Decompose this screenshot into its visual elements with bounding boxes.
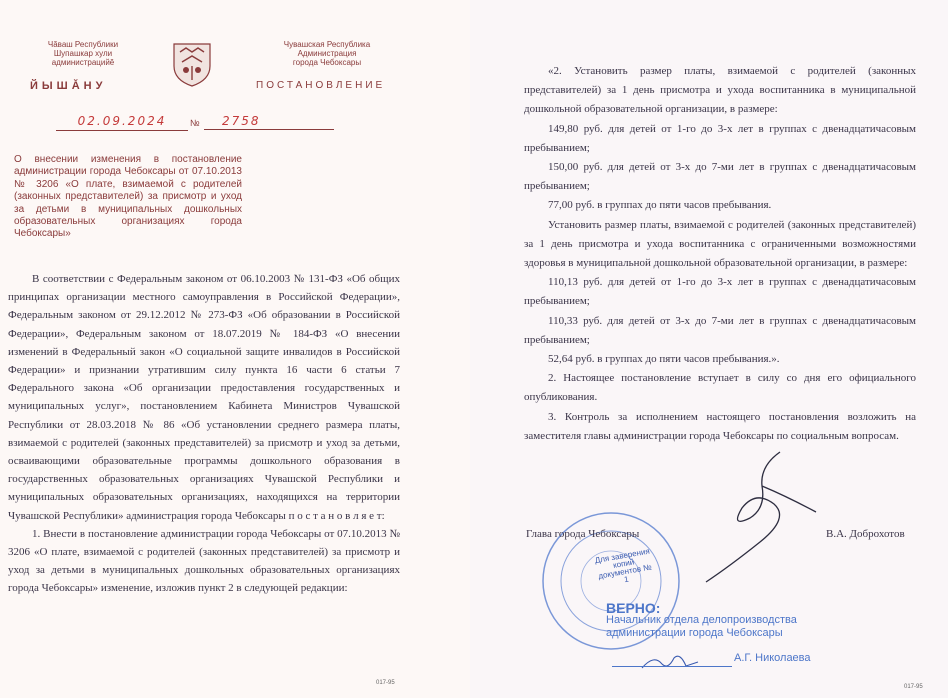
header-line: Чувашская Республика bbox=[283, 40, 371, 49]
paragraph: 77,00 руб. в группах до пяти часов пребывания. bbox=[548, 199, 772, 212]
doc-type-russian: ПОСТАНОВЛЕНИЕ bbox=[256, 80, 386, 91]
certifier-position: Начальник отдела делопроизводства администрации города Чебоксары bbox=[606, 614, 797, 639]
paragraph: 2. Настоящее постановление вступает в силу со дня его официального опубликования. bbox=[524, 372, 916, 404]
header-line: Чăваш Республики bbox=[47, 40, 119, 49]
city-emblem-icon bbox=[170, 40, 214, 88]
header-line: города Чебоксары bbox=[292, 58, 362, 67]
certifier-signature-icon bbox=[640, 650, 700, 672]
header-line: Шупашкар хули bbox=[53, 49, 113, 58]
stamp-inner-text: Для заверения копий документов № 1 bbox=[594, 546, 653, 585]
right-body-text bbox=[524, 62, 916, 446]
paragraph: В соответствии с Федеральным законом от 06.10.2003 № 131-ФЗ «Об общих принципах организации местного самоуправления в Российской Федерации», Федеральным законом от 29.12.2012 № 273-ФЗ «Об образовании в Российской Федерации», Федеральным законом от 18.07.2019 № 184-ФЗ «О внесении изменений в Федеральный закон «О социальной защите инвалидов в Российской Федерации» и признании утратившим силу пункта 16 части 6 статьи 7 Федерального закона «Об организации предоставления государственных и муниципальных услуг», постановлением Кабинета Министров Чувашской Республики от 28.03.2018 № 86 «Об установлении среднего размера платы, взимаемой с родителей (законных представителей) за присмотр и уход за детьми, осваивающими образовательные программы дошкольного образования в государственных образовательных организациях Чувашской Республики и муниципальных образовательных организациях, находящихся на территории Чувашской Республики» администрация города Чебоксары п о с т а н о в л я е т: bbox=[8, 273, 400, 522]
chuvash-org-header bbox=[24, 40, 142, 67]
paragraph: Установить размер платы, взимаемой с родителей (законных представителей) за 1 день присмотра и ухода воспитанника с ограниченными возможностями здоровья в муниципальной дошкольной образовательной организации, в размере: bbox=[524, 218, 916, 270]
signature-line bbox=[612, 666, 732, 667]
number-label: № bbox=[190, 118, 200, 128]
signatory-name: В.А. Доброхотов bbox=[826, 528, 905, 540]
signatory-title: Глава города Чебоксары bbox=[526, 528, 640, 540]
paragraph: 3. Контроль за исполнением настоящего постановления возложить на заместителя главы администрации города Чебоксары по социальным вопросам. bbox=[524, 410, 916, 442]
russian-org-header bbox=[262, 40, 392, 67]
paragraph: 150,00 руб. для детей от 3-х до 7-ми лет в группах с двенадцатичасовым пребыванием; bbox=[524, 161, 916, 193]
footer-code: 017-95 bbox=[376, 680, 395, 686]
left-body-text bbox=[8, 270, 400, 598]
document-number: 2758 bbox=[204, 114, 334, 130]
footer-code: 017-95 bbox=[904, 684, 923, 690]
paragraph: 110,33 руб. для детей от 3-х до 7-ми лет в группах с двенадцатичасовым пребыванием; bbox=[524, 314, 916, 346]
paragraph: 149,80 руб. для детей от 1-го до 3-х лет в группах с двенадцатичасовым пребыванием; bbox=[524, 122, 916, 154]
header-line: Администрация bbox=[297, 49, 357, 58]
left-page bbox=[0, 0, 470, 698]
certification-label: ВЕРНО: bbox=[606, 600, 661, 616]
document-subject: О внесении изменения в постановление администрации города Чебоксары от 07.10.2013 № 3206 «О плате, взимаемой с родителей (законных представителей) за присмотр и уход за детьми в муниципальных дошкольных образовательных организациях города Чебоксары» bbox=[14, 154, 242, 240]
paragraph: 110,13 руб. для детей от 1-го до 3-х лет в группах с двенадцатичасовым пребыванием; bbox=[524, 276, 916, 308]
certifier-name: А.Г. Николаева bbox=[734, 652, 811, 664]
paragraph: 52,64 руб. в группах до пяти часов пребывания.». bbox=[548, 353, 780, 366]
header-line: администрацийĕ bbox=[51, 58, 115, 67]
doc-type-chuvash: ЙЫШĂНУ bbox=[30, 80, 107, 92]
document-date: 02.09.2024 bbox=[56, 114, 188, 131]
paragraph: 1. Внести в постановление администрации города Чебоксары от 07.10.2013 № 3206 «О плате, взимаемой с родителей (законных представителей) за присмотр и уход за детьми в муниципальных дошкольных образовательных организациях города Чебоксары» изменение, изложив пункт 2 в следующей редакции: bbox=[8, 527, 400, 595]
handwritten-signature-icon bbox=[690, 446, 820, 586]
paragraph: «2. Установить размер платы, взимаемой с родителей (законных представителей) за 1 день присмотра и ухода воспитанника в муниципальной дошкольной образовательной организации, в размере: bbox=[524, 65, 916, 116]
